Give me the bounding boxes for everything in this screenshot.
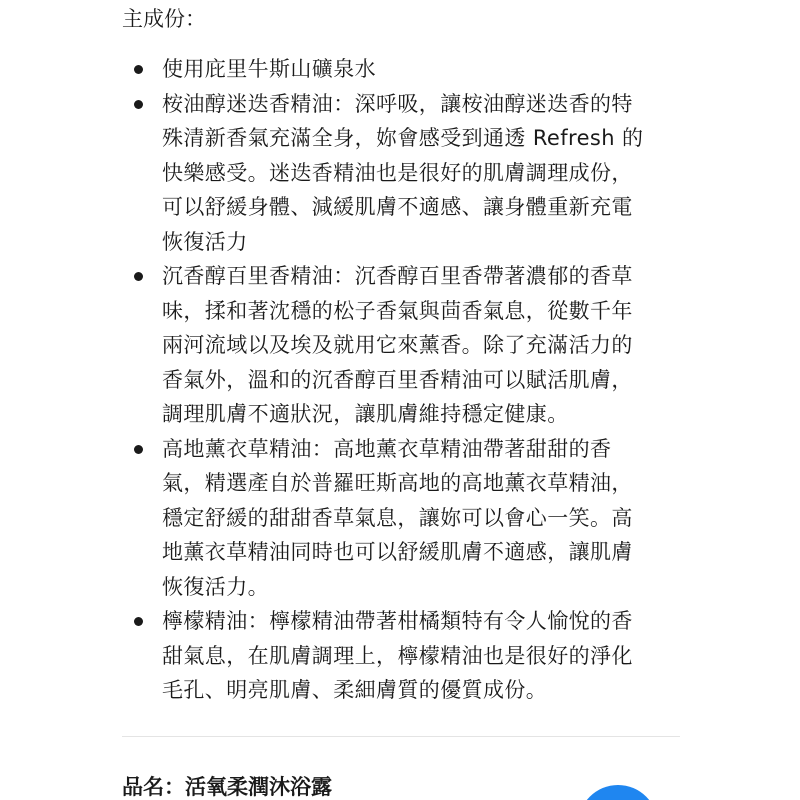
list-item-text: 毛孔、明亮肌膚、柔細膚質的優質成份。	[162, 678, 548, 702]
section-heading: 主成份：	[122, 7, 206, 31]
list-item-text: 可以舒緩身體、減緩肌膚不適感、讓身體重新充電	[162, 195, 633, 219]
product-name-heading: 品名：活氧柔潤沐浴露	[122, 775, 332, 799]
list-item	[122, 259, 682, 432]
list-item-text: 地薰衣草精油同時也可以舒緩肌膚不適感，讓肌膚	[162, 540, 633, 564]
bullet-icon	[134, 65, 143, 74]
list-item-text: 恢復活力	[162, 229, 248, 254]
list-item-text: 味，揉和著沈穩的松子香氣與茴香氣息，從數千年	[162, 298, 633, 323]
list-item-text: 高地薰衣草精油：高地薰衣草精油帶著甜甜的香	[162, 436, 612, 461]
list-item-text: 穩定舒緩的甜甜香草氣息，讓妳可以會心一笑。高	[162, 505, 633, 530]
list-item-text: 香氣外，溫和的沉香醇百里香精油可以賦活肌膚，	[162, 367, 633, 392]
list-item-text: 檸檬精油：檸檬精油帶著柑橘類特有令人愉悅的香	[162, 609, 633, 633]
list-item	[122, 432, 682, 605]
bullet-icon	[134, 100, 143, 109]
list-item-text: 氣，精選產自於普羅旺斯高地的高地薰衣草精油，	[162, 471, 633, 495]
list-item-text: 兩河流域以及埃及就用它來薰香。除了充滿活力的	[162, 333, 633, 357]
list-item	[122, 604, 682, 708]
list-item-text: 殊清新香氣充滿全身，妳會感受到通透 Refresh 的	[162, 126, 644, 150]
list-item-text: 甜氣息，在肌膚調理上，檸檬精油也是很好的淨化	[162, 643, 633, 668]
list-item-text: 沉香醇百里香精油：沉香醇百里香帶著濃郁的香草	[162, 264, 633, 288]
list-item	[122, 52, 682, 87]
bullet-icon	[134, 445, 143, 454]
floating-action-button[interactable]	[578, 785, 658, 800]
list-item	[122, 87, 682, 260]
list-item-text: 快樂感受。迷迭香精油也是很好的肌膚調理成份，	[162, 160, 633, 185]
section-divider	[122, 736, 680, 737]
list-item-text: 使用庇里牛斯山礦泉水	[162, 57, 376, 81]
bullet-icon	[134, 617, 143, 626]
list-item-text: 桉油醇迷迭香精油：深呼吸，讓桉油醇迷迭香的特	[162, 91, 633, 116]
bullet-icon	[134, 272, 143, 281]
list-item-text: 調理肌膚不適狀況，讓肌膚維持穩定健康。	[162, 402, 569, 426]
list-item-text: 恢復活力。	[162, 574, 269, 599]
ingredient-list	[122, 52, 682, 708]
